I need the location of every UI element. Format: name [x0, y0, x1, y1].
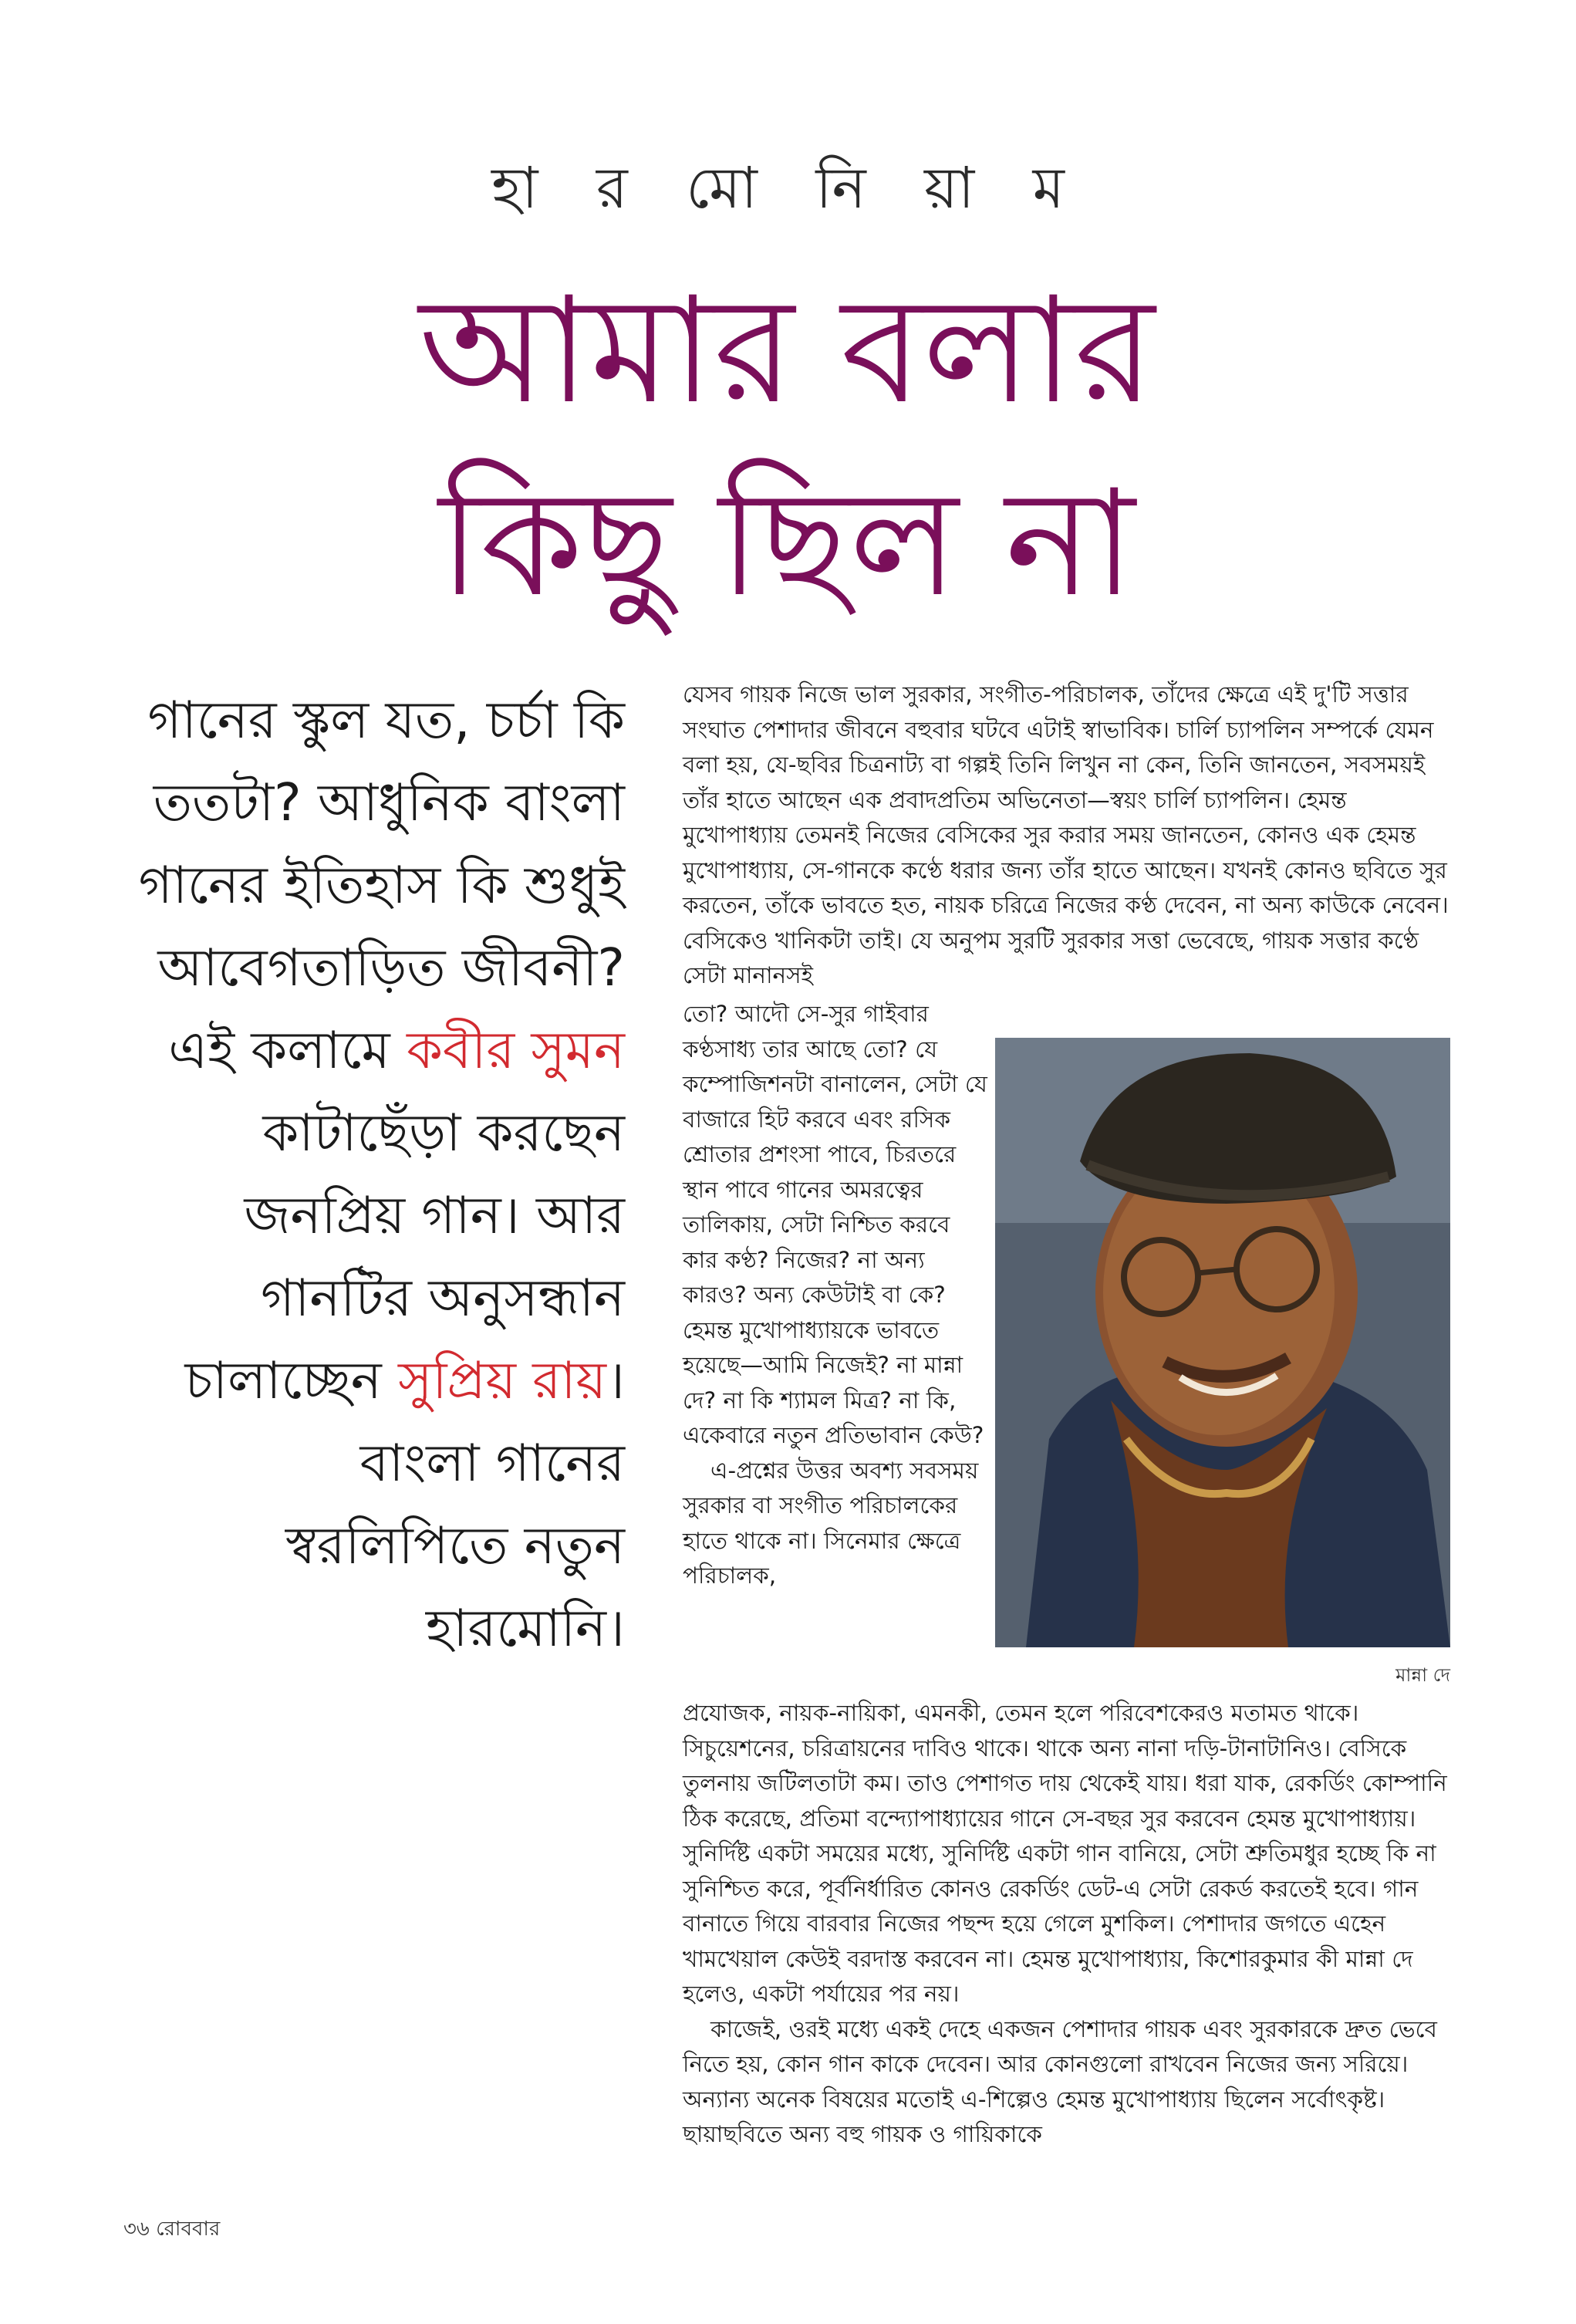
standfirst-text-1: গানের স্কুল যত, চর্চা কি ততটা? আধুনিক বাংলা গানের ইতিহাস কি শুধুই আবেগতাড়িত জীবনী? এই কলামে — [138, 690, 625, 1080]
headline — [201, 255, 1373, 640]
standfirst-text-2: কাটাছেঁড়া করছেন জনপ্রিয় গান। আর গানটির অনুসন্ধান চালাচ্ছেন — [184, 1103, 625, 1410]
article-paragraph: প্রযোজক, নায়ক-নায়িকা, এমনকী, তেমন হলে পরিবেশকেরও মতামত থাকে। সিচুয়েশনের, চরিত্রায়নের দাবিও থাকে। থাকে অন্য নানা দড়ি-টানাটানিও। বেসিকে তুলনায় জটিলতাটা কম। তাও পেশাগত দায় থেকেই যায়। ধরা যাক, রেকর্ডিং কোম্পানি ঠিক করেছে, প্রতিমা বন্দ্যোপাধ্যায়ের গানে সে-বছর সুর করবেন হেমন্ত মুখোপাধ্যায়। সুনির্দিষ্ট একটা সময়ের মধ্যে, সুনির্দিষ্ট একটা গান বানিয়ে, সেটা শ্রুতিমধুর হচ্ছে কি না সুনিশ্চিত করে, পূর্বনির্ধারিত কোনও রেকর্ডিং ডেট-এ সেটা রেকর্ড করতেই হবে। গান বানাতে গিয়ে বারবার নিজের পছন্দ হয়ে গেলে মুশকিল। পেশাদার জগতে এহেন খামখেয়াল কেউই বরদাস্ত করবেন না। হেমন্ত মুখোপাধ্যায়, কিশোরকুমার কী মান্না দে হলেও, একটা পর্যায়ের পর নয়। — [683, 1700, 1447, 2007]
article-paragraph: কাজেই, ওরই মধ্যে একই দেহে একজন পেশাদার গায়ক এবং সুরকারকে দ্রুত ভেবে নিতে হয়, কোন গান কাকে দেবেন। আর কোনগুলো রাখবেন নিজের জন্য সরিয়ে। অন্যান্য অনেক বিষয়ের মতোই এ-শিল্পেও হেমন্ত মুখোপাধ্যায় ছিলেন সর্বোৎকৃষ্ট। ছায়াছবিতে অন্য বহু গায়ক ও গায়িকাকে — [683, 2015, 1437, 2147]
portrait-photo — [995, 1038, 1450, 1647]
article-body-top — [683, 677, 1454, 994]
article-paragraph: এ-প্রশ্নের উত্তর অবশ্য সবসময় সুরকার বা সংগীত পরিচালকের হাতে থাকে না। সিনেমার ক্ষেত্রে পরিচালক, — [683, 1457, 979, 1589]
article-body-side-column — [683, 997, 991, 1594]
page-folio: ৩৬ রোববার — [123, 2218, 221, 2241]
headline-line-2: কিছু ছিল না — [438, 458, 1136, 629]
headline-line-1: আমার বলার — [418, 265, 1156, 436]
section-kicker: হা র মো নি য়া ম — [491, 155, 1085, 221]
standfirst — [123, 679, 625, 1670]
article-paragraph: তো? আদৌ সে-সুর গাইবার কণ্ঠসাধ্য তার আছে তো? যে কম্পোজিশনটা বানালেন, সেটা যে বাজারে হিট করবে এবং রসিক শ্রোতার প্রশংসা পাবে, চিরতরে স্থান পাবে গানের অমরত্বের তালিকায়, সেটা নিশ্চিত করবে কার কণ্ঠ? নিজের? না অন্য কারও? অন্য কেউটাই বা কে? হেমন্ত মুখোপাধ্যায়কে ভাবতে হয়েছে—আমি নিজেই? না মান্না দে? না কি শ্যামল মিত্র? না কি, একেবারে নতুন প্রতিভাবান কেউ? — [683, 1001, 987, 1448]
article-paragraph: যেসব গায়ক নিজে ভাল সুরকার, সংগীত-পরিচালক, তাঁদের ক্ষেত্রে এই দু'টি সত্তার সংঘাত পেশাদার জীবনে বহুবার ঘটবে এটাই স্বাভাবিক। চার্লি চ্যাপলিন সম্পর্কে যেমন বলা হয়, যে-ছবির চিত্রনাট্য বা গল্পই তিনি লিখুন না কেন, তিনি জানতেন, সবসময়ই তাঁর হাতে আছেন এক প্রবাদপ্রতিম অভিনেতা—স্বয়ং চার্লি চ্যাপলিন। হেমন্ত মুখোপাধ্যায় তেমনই নিজের বেসিকের সুর করার সময় জানতেন, কোনও এক হেমন্ত মুখোপাধ্যায়, সে-গানকে কণ্ঠে ধরার জন্য তাঁর হাতে আছেন। যখনই কোনও ছবিতে সুর করতেন, তাঁকে ভাবতে হত, নায়ক চরিত্রে নিজের কণ্ঠ দেবেন, না অন্য কাউকে নেবেন। বেসিকেও খানিকটা তাই। যে অনুপম সুরটি সুরকার সত্তা ভেবেছে, গায়ক সত্তার কণ্ঠে সেটা মানানসই — [683, 681, 1449, 988]
researcher-name: সুপ্রিয় রায় — [398, 1350, 607, 1410]
standfirst-text-3: । বাংলা গানের স্বরলিপিতে নতুন হারমোনি। — [285, 1350, 625, 1658]
portrait-illustration — [995, 1038, 1450, 1647]
article-body-bottom — [683, 1696, 1454, 2153]
author-name: কবীর সুমন — [407, 1020, 625, 1080]
photo-caption: মান্না দে — [1395, 1664, 1450, 1686]
